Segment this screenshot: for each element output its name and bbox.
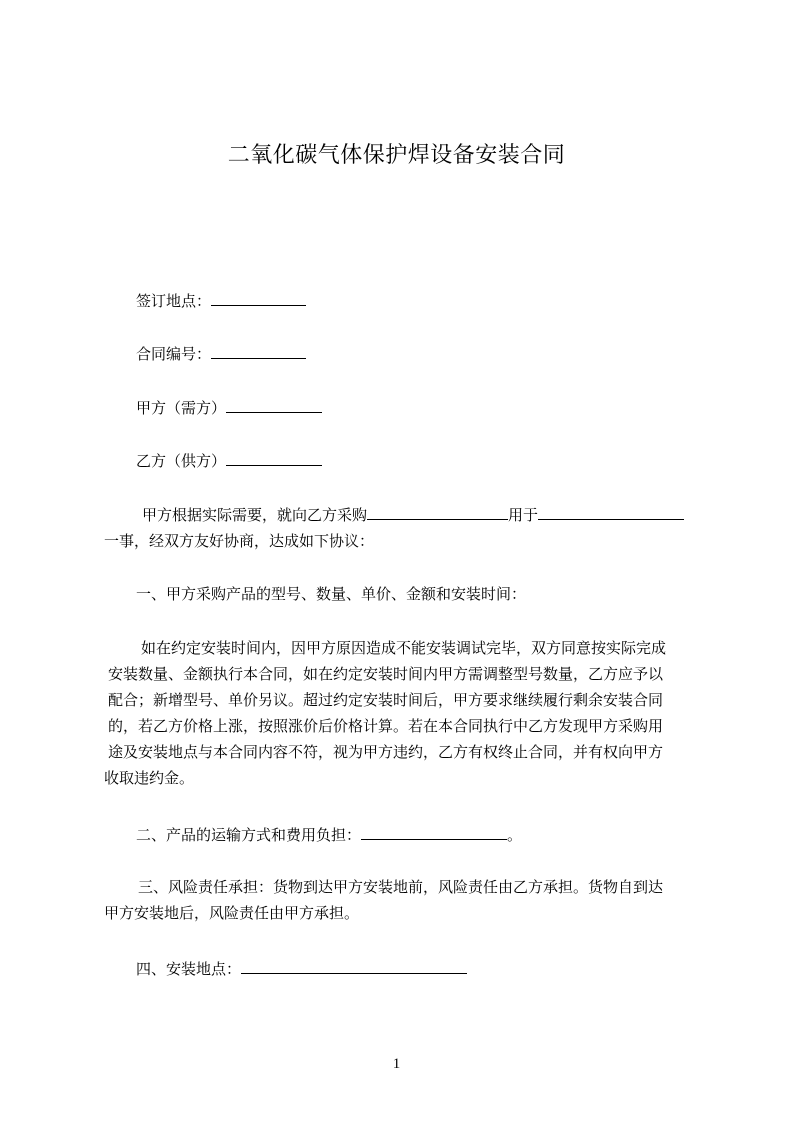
signing-place-line	[136, 291, 306, 311]
install-location-blank[interactable]	[241, 959, 467, 974]
section-1-line: 途及安装地点与本合同内容不符，视为甲方违约，乙方有权终止合同，并有权向甲方	[108, 743, 664, 761]
section-4-heading: 四、安装地点：	[136, 960, 242, 978]
document-title: 二氧化碳气体保护焊设备安装合同	[227, 143, 566, 168]
party-a-blank[interactable]	[226, 398, 322, 413]
section-1-heading: 一、甲方采购产品的型号、数量、单价、金额和安装时间：	[136, 585, 527, 603]
page-number: 1	[392, 1056, 401, 1072]
section-2-heading: 二、产品的运输方式和费用负担：	[136, 826, 362, 844]
section-1-body	[104, 635, 701, 791]
party-b-label: 乙方（供方）	[136, 452, 227, 470]
party-b-blank[interactable]	[226, 451, 322, 466]
purchase-item-blank[interactable]	[367, 505, 508, 520]
intro-text-1: 甲方根据实际需要，就向乙方采购	[142, 506, 368, 524]
party-b-line	[136, 451, 322, 471]
section-1-line: 收取违约金。	[104, 769, 195, 787]
purpose-blank[interactable]	[538, 505, 684, 520]
intro-paragraph	[104, 502, 701, 554]
section-1-line: 的，若乙方价格上涨，按照涨价后价格计算。若在本合同执行中乙方发现甲方采购用	[108, 717, 664, 735]
section-3-line: 甲方安装地后，风险责任由甲方承担。	[104, 904, 360, 922]
contract-number-label: 合同编号：	[136, 345, 212, 363]
signing-place-blank[interactable]	[211, 291, 306, 306]
section-2-tail: 。	[507, 826, 523, 844]
section-1-line: 安装数量、金额执行本合同，如在约定安装时间内甲方需调整型号数量，乙方应予以	[108, 665, 664, 683]
transport-blank[interactable]	[361, 825, 507, 840]
section-3-line: 三、风险责任承担：货物到达甲方安装地前，风险责任由乙方承担。货物自到达	[138, 878, 664, 896]
intro-text-3: 一事，经双方友好协商，达成如下协议：	[104, 532, 375, 550]
section-1-line: 配合；新增型号、单价另议。超过约定安装时间后，甲方要求继续履行剩余安装合同	[108, 691, 664, 709]
section-3-body	[104, 874, 701, 926]
contract-number-line	[136, 344, 306, 364]
section-4-line	[136, 959, 467, 979]
signing-place-label: 签订地点：	[136, 292, 212, 310]
intro-text-2: 用于	[508, 506, 539, 524]
section-2-line	[136, 825, 522, 845]
contract-number-blank[interactable]	[211, 344, 306, 359]
section-1-line: 如在约定安装时间内，因甲方原因造成不能安装调试完毕，双方同意按实际完成	[141, 639, 667, 657]
party-a-line	[136, 398, 322, 418]
party-a-label: 甲方（需方）	[136, 399, 227, 417]
